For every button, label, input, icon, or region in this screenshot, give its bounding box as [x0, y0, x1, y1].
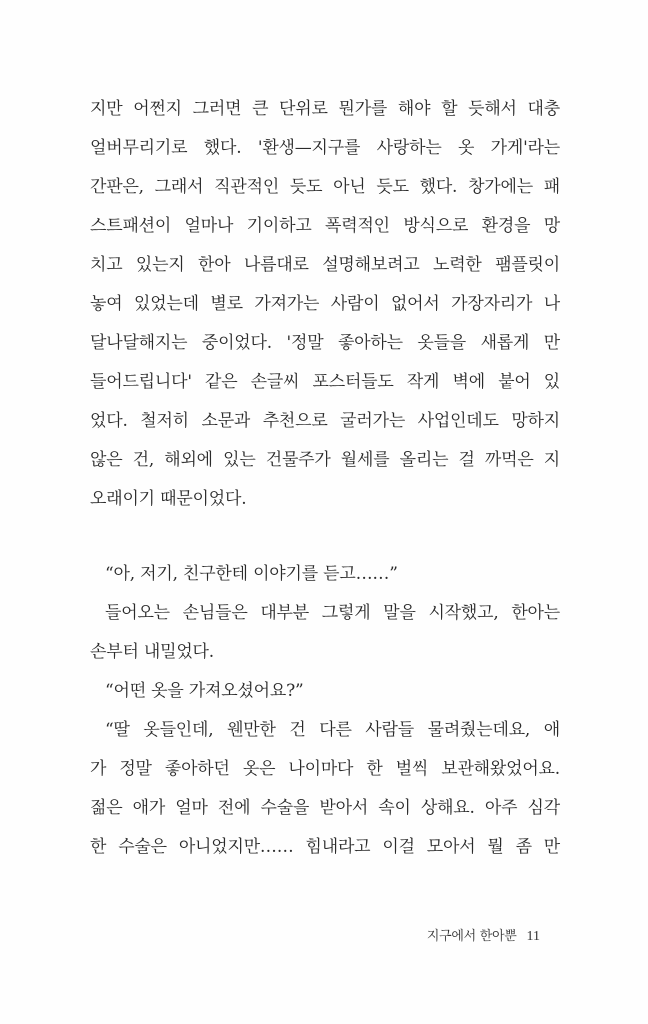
page-number: 11: [526, 929, 540, 944]
text-line: 젊은 애가 얼마 전에 수술을 받아서 속이 상해요. 아주 심각: [90, 798, 560, 818]
dialogue-line: “딸 옷들인데, 웬만한 건 다른 사람들 물려줬는데요, 애: [105, 720, 560, 740]
text-line: 얼버무리기로 했다. '환생—지구를 사랑하는 옷 가게'라는: [90, 138, 560, 158]
dialogue-line: “아, 저기, 친구한테 이야기를 듣고……”: [105, 564, 398, 584]
text-line: 오래이기 때문이었다.: [90, 489, 247, 509]
text-line: 한 수술은 아니었지만…… 힘내라고 이걸 모아서 뭘 좀 만: [90, 837, 560, 857]
text-line: 스트패션이 얼마나 기이하고 폭력적인 방식으로 환경을 망: [90, 216, 560, 236]
text-line: 지만 어쩐지 그러면 큰 단위로 뭔가를 해야 할 듯해서 대충: [90, 99, 560, 119]
running-title: 지구에서 한아뿐: [426, 929, 517, 944]
text-line: 치고 있는지 한아 나름대로 설명해보려고 노력한 팸플릿이: [90, 255, 560, 275]
text-line: 들어오는 손님들은 대부분 그렇게 말을 시작했고, 한아는: [105, 603, 560, 623]
dialogue-line: “어떤 옷을 가져오셨어요?”: [105, 681, 304, 701]
text-line: 었다. 철저히 소문과 추천으로 굴러가는 사업인데도 망하지: [90, 411, 560, 431]
text-line: 달나달해지는 중이었다. '정말 좋아하는 옷들을 새롭게 만: [90, 333, 560, 353]
text-line: 놓여 있었는데 별로 가져가는 사람이 없어서 가장자리가 나: [90, 294, 560, 314]
text-line: 간판은, 그래서 직관적인 듯도 아닌 듯도 했다. 창가에는 패: [90, 177, 560, 197]
page-footer: [427, 928, 540, 946]
text-line: 들어드립니다' 같은 손글씨 포스터들도 작게 벽에 붙어 있: [90, 372, 560, 392]
text-line: 않은 건, 해외에 있는 건물주가 월세를 올리는 걸 까먹은 지: [90, 450, 560, 470]
text-line: 손부터 내밀었다.: [90, 642, 214, 662]
text-line: 가 정말 좋아하던 옷은 나이마다 한 벌씩 보관해왔었어요.: [90, 759, 560, 779]
